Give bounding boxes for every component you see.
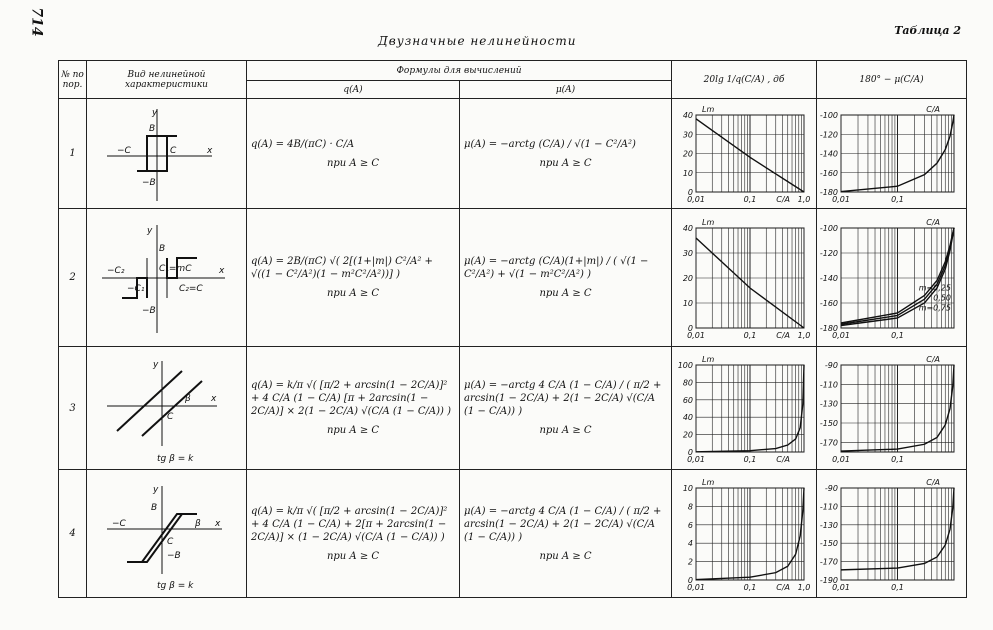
y-tick-label: 0 bbox=[687, 188, 693, 197]
y-tick-label: 10 bbox=[682, 483, 693, 493]
header-mu: μ(A) bbox=[460, 81, 672, 99]
y-tick-label: 0 bbox=[687, 447, 693, 457]
x-tick-label: 0,1 bbox=[743, 454, 757, 464]
y-tick-label: -100 bbox=[819, 223, 838, 233]
q-formula-cell bbox=[247, 99, 460, 209]
relay-hysteresis-diagram bbox=[87, 213, 242, 343]
phase-chart-cell bbox=[817, 99, 967, 209]
q-condition: при A ≥ C bbox=[326, 288, 380, 299]
diag-label: β bbox=[185, 393, 191, 404]
y-tick-label: -150 bbox=[819, 418, 838, 428]
x-tick-label: 0,01 bbox=[687, 330, 705, 340]
diag-label: B bbox=[149, 124, 156, 134]
diag-label: y bbox=[152, 108, 158, 118]
lm-chart bbox=[672, 214, 812, 342]
y-tick-label: -110 bbox=[819, 379, 838, 389]
diag-label: −C bbox=[112, 518, 126, 529]
y-tick-label: -150 bbox=[819, 538, 838, 548]
y-tick-label: 60 bbox=[682, 395, 693, 405]
q-formula-cell bbox=[247, 209, 460, 347]
mu-condition: при A ≥ C bbox=[539, 157, 592, 169]
chart-title: Lm bbox=[702, 217, 715, 227]
diag-label: C bbox=[167, 411, 174, 422]
diag-label: −C₂ bbox=[107, 265, 125, 276]
phase-chart bbox=[817, 214, 962, 342]
lm-chart-cell bbox=[672, 209, 817, 347]
x-axis-label: C/A bbox=[776, 330, 790, 340]
diag-label: y bbox=[153, 359, 159, 370]
mu-formula: μ(A) = −arctg 4 C/A (1 − C/A) / ( π/2 + arcsin(1 − 2C/A) + 2(1 − 2C/A) √(C/A (1 − C/A)) ) bbox=[464, 505, 662, 543]
phase-chart-cell bbox=[817, 209, 967, 347]
y-tick-label: 6 bbox=[687, 520, 693, 530]
x-tick-label: 1,0 bbox=[797, 330, 811, 340]
y-tick-label: -130 bbox=[819, 520, 838, 530]
x-tick-label: 0,01 bbox=[832, 330, 850, 340]
lm-chart bbox=[672, 351, 812, 466]
y-tick-label: -180 bbox=[819, 323, 838, 333]
x-tick-label: 1,0 bbox=[797, 582, 811, 592]
chart-title: Lm bbox=[702, 354, 715, 364]
diag-label: x bbox=[215, 518, 221, 529]
y-tick-label: -120 bbox=[819, 248, 838, 258]
page-title: Двузначные нелинейности bbox=[378, 34, 577, 48]
diag-label: y bbox=[153, 484, 159, 495]
phase-chart-cell bbox=[817, 347, 967, 470]
characteristic-diagram bbox=[87, 209, 247, 347]
q-condition: при A ≥ C bbox=[326, 157, 380, 169]
characteristic-diagram bbox=[87, 470, 247, 598]
q-formula-cell bbox=[247, 470, 460, 598]
characteristic-diagram bbox=[87, 347, 247, 470]
x-tick-label: 0,01 bbox=[687, 454, 705, 464]
row-number: 4 bbox=[59, 470, 87, 598]
y-tick-label: -170 bbox=[819, 437, 838, 447]
x-tick-label: 0,01 bbox=[832, 454, 850, 464]
phase-chart bbox=[817, 474, 962, 594]
diag-label: C bbox=[167, 536, 174, 547]
table-row bbox=[59, 470, 967, 598]
mu-formula: μ(A) = −arctg (C/A)(1+|m|) / ( √(1 − C²/A²) + √(1 − m²C²/A²) ) bbox=[464, 256, 649, 280]
lm-chart-cell bbox=[672, 347, 817, 470]
header-num: № по пор. bbox=[59, 61, 87, 99]
x-tick-label: 0,01 bbox=[832, 195, 850, 204]
y-tick-label: 8 bbox=[687, 501, 693, 511]
diag-label: B bbox=[151, 502, 158, 513]
q-formula: q(A) = k/π √( [π/2 + arcsin(1 − 2C/A)]² + 4 C/A (1 − C/A) + 2[π + 2arcsin(1 − 2C/A)] × (1 − 2C/A) √(C/A (1 − C/A)) ) bbox=[251, 505, 448, 543]
table-row bbox=[59, 209, 967, 347]
q-condition: при A ≥ C bbox=[326, 550, 380, 562]
row-number: 2 bbox=[59, 209, 87, 347]
q-formula: q(A) = k/π √( [π/2 + arcsin(1 − 2C/A)]² + 4 C/A (1 − C/A) [π + 2arcsin(1 − 2C/A)] × 2(1 − 2C/A) √(C/A (1 − C/A)) ) bbox=[251, 380, 452, 417]
y-tick-label: -160 bbox=[819, 168, 838, 178]
y-tick-label: 20 bbox=[682, 430, 693, 440]
header-phase: 180° − μ(C/A) bbox=[817, 61, 967, 99]
y-tick-label: 40 bbox=[682, 111, 693, 120]
y-tick-label: -100 bbox=[819, 111, 838, 120]
x-axis-label: C/A bbox=[926, 105, 940, 114]
diag-label: −B bbox=[142, 178, 156, 188]
phase-chart bbox=[817, 351, 962, 466]
x-tick-label: 1,0 bbox=[797, 195, 811, 204]
x-tick-label: 0,01 bbox=[832, 582, 850, 592]
chart-annotation: 0,50 bbox=[933, 293, 951, 302]
mu-formula-cell bbox=[460, 99, 672, 209]
diag-label: C₁=mC bbox=[159, 263, 192, 274]
mu-formula: μ(A) = −arctg (C/A) / √(1 − C²/A²) bbox=[464, 138, 636, 150]
y-tick-label: 10 bbox=[682, 298, 693, 308]
y-tick-label: -120 bbox=[819, 130, 838, 140]
y-tick-label: -160 bbox=[819, 298, 838, 308]
q-formula: q(A) = 2B/(πC) √( 2[(1+|m|) C²/A² + √((1 − C²/A²)(1 − m²C²/A²))] ) bbox=[251, 256, 433, 280]
y-tick-label: -140 bbox=[819, 273, 838, 283]
page-number: 714 bbox=[28, 7, 45, 37]
diag-label: C bbox=[170, 146, 177, 156]
lm-chart-cell bbox=[672, 470, 817, 598]
table-row bbox=[59, 99, 967, 209]
diag-label: −B bbox=[167, 550, 181, 561]
y-tick-label: -190 bbox=[819, 575, 838, 585]
chart-annotation: m=0,75 bbox=[918, 303, 951, 312]
lm-chart-cell bbox=[672, 99, 817, 209]
characteristic-diagram bbox=[87, 99, 247, 209]
diag-label: x bbox=[211, 393, 217, 404]
chart-title: Lm bbox=[702, 477, 715, 487]
mu-formula-cell bbox=[460, 347, 672, 470]
y-tick-label: 20 bbox=[682, 273, 693, 283]
mu-formula-cell bbox=[460, 209, 672, 347]
x-axis-label: C/A bbox=[776, 582, 790, 592]
chart-annotation: m=0,25 bbox=[918, 283, 951, 292]
nonlinearity-table bbox=[58, 60, 967, 598]
y-tick-label: -180 bbox=[819, 188, 838, 197]
x-axis-label: C/A bbox=[926, 217, 940, 227]
x-tick-label: 0,01 bbox=[687, 195, 705, 204]
mu-formula: μ(A) = −arctg 4 C/A (1 − C/A) / ( π/2 + arcsin(1 − 2C/A) + 2(1 − 2C/A) √(C/A (1 − C/A)) ) bbox=[464, 380, 662, 417]
x-axis-label: C/A bbox=[926, 477, 940, 487]
y-tick-label: 20 bbox=[682, 149, 693, 159]
x-tick-label: 0,1 bbox=[743, 582, 757, 592]
hysteresis-saturation-diagram bbox=[87, 474, 237, 594]
y-tick-label: 40 bbox=[682, 223, 693, 233]
y-tick-label: -110 bbox=[819, 501, 838, 511]
x-tick-label: 0,1 bbox=[891, 195, 904, 204]
diagram-caption: tg β = k bbox=[157, 453, 194, 464]
table-row bbox=[59, 347, 967, 470]
y-tick-label: -170 bbox=[819, 557, 838, 567]
x-tick-label: 0,1 bbox=[891, 330, 904, 340]
q-formula-cell bbox=[247, 347, 460, 470]
diagram-caption: tg β = k bbox=[157, 580, 194, 591]
mu-condition: при A ≥ C bbox=[539, 425, 592, 436]
header-lm: 20lg 1/q(C/A) , дб bbox=[672, 61, 817, 99]
y-tick-label: 4 bbox=[687, 538, 693, 548]
phase-chart-cell bbox=[817, 470, 967, 598]
x-tick-label: 0,1 bbox=[891, 582, 904, 592]
diag-label: −C bbox=[117, 146, 131, 156]
header-q: q(A) bbox=[247, 81, 460, 99]
diag-label: x bbox=[219, 265, 225, 276]
header-formulas: Формулы для вычислений bbox=[247, 61, 672, 81]
diag-label: C₂=C bbox=[179, 283, 203, 294]
chart-title: Lm bbox=[702, 105, 715, 114]
y-tick-label: 30 bbox=[682, 130, 693, 140]
x-axis-label: C/A bbox=[926, 354, 940, 364]
y-tick-label: -90 bbox=[824, 483, 838, 493]
diag-label: y bbox=[147, 225, 153, 236]
lm-chart bbox=[672, 101, 812, 206]
diag-label: β bbox=[195, 518, 201, 529]
y-tick-label: 10 bbox=[682, 168, 693, 178]
y-tick-label: 0 bbox=[687, 575, 693, 585]
x-axis-label: C/A bbox=[776, 195, 790, 204]
y-tick-label: 100 bbox=[677, 360, 693, 370]
x-tick-label: 0,01 bbox=[687, 582, 705, 592]
mu-formula-cell bbox=[460, 470, 672, 598]
x-tick-label: 0,1 bbox=[743, 330, 757, 340]
y-tick-label: -90 bbox=[824, 360, 838, 370]
diag-label: B bbox=[159, 243, 166, 254]
table-name: Таблица 2 bbox=[894, 24, 961, 37]
backlash-diagram bbox=[87, 351, 237, 466]
x-tick-label: 0,1 bbox=[743, 195, 757, 204]
y-tick-label: -140 bbox=[819, 149, 838, 159]
q-formula: q(A) = 4B/(πC) · C/A bbox=[251, 138, 355, 150]
row-number: 1 bbox=[59, 99, 87, 209]
x-axis-label: C/A bbox=[776, 454, 790, 464]
q-condition: при A ≥ C bbox=[326, 425, 380, 436]
header-characteristic: Вид нелинейной характеристики bbox=[87, 61, 247, 99]
diag-label: −C₁ bbox=[127, 283, 145, 294]
x-tick-label: 0,1 bbox=[891, 454, 904, 464]
y-tick-label: 80 bbox=[682, 377, 693, 387]
y-tick-label: 40 bbox=[682, 412, 693, 422]
y-tick-label: 0 bbox=[687, 323, 693, 333]
row-number: 3 bbox=[59, 347, 87, 470]
mu-condition: при A ≥ C bbox=[539, 288, 592, 299]
relay-diagram bbox=[87, 101, 237, 206]
y-tick-label: -130 bbox=[819, 399, 838, 409]
y-tick-label: 30 bbox=[682, 248, 693, 258]
phase-chart bbox=[817, 101, 962, 206]
mu-condition: при A ≥ C bbox=[539, 550, 592, 562]
lm-chart bbox=[672, 474, 812, 594]
y-tick-label: 2 bbox=[687, 557, 693, 567]
diag-label: −B bbox=[142, 305, 156, 316]
diag-label: x bbox=[207, 146, 213, 156]
